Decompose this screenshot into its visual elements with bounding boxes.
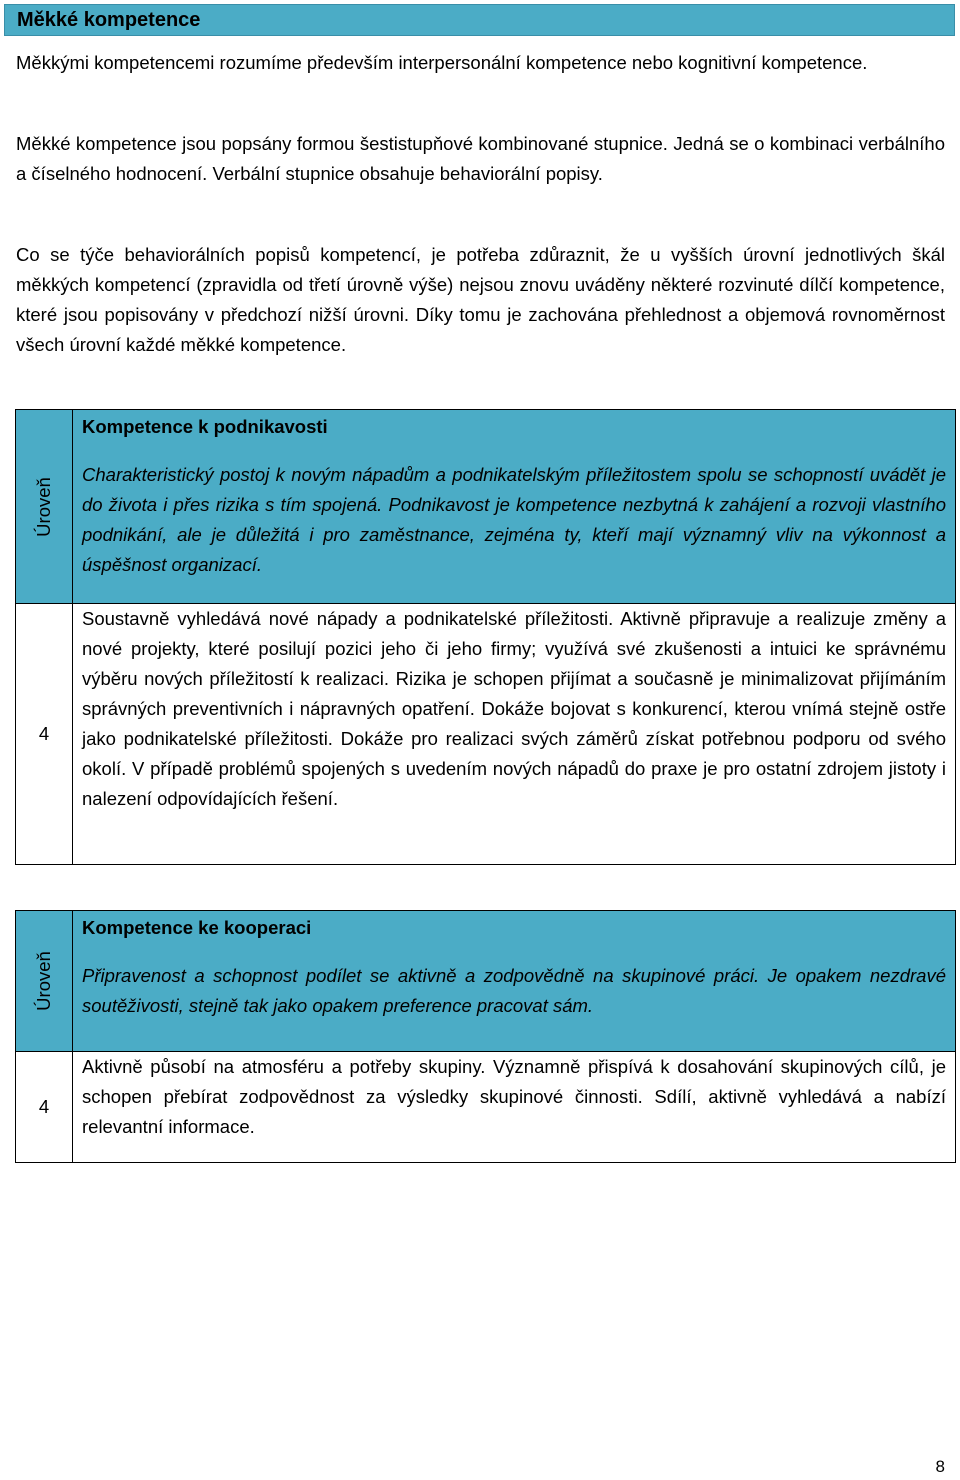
competency-definition: Charakteristický postoj k novým nápadům a podnikatelským příležitostem spolu se schopností uvádět je do života i přes rizika s tím spojená. Podnikavost je kompetence nezbytná k zahájení a rozvoji vlastního podnikání, ale je důležitá i pro zaměstnance, zejména ty, kteří mají významný vliv na výkonnost a úspěšnost organizací. (82, 464, 946, 575)
competency-table-cooperation (15, 910, 956, 1163)
competency-definition: Připravenost a schopnost podílet se aktivně a zodpovědně na skupinové práci. Je opakem nezdravé soutěživosti, stejně tak jako opakem preference pracovat sám. (82, 965, 946, 1016)
competency-header-row (16, 410, 956, 604)
level-description: Soustavně vyhledává nové nápady a podnikatelské příležitosti. Aktivně připravuje a realizuje změny a nové projekty, které posilují pozici jeho či jeho firmy; využívá své zkušenosti a intuici ke správnému výběru nových příležitostí k realizaci. Rizika je schopen přijímat a současně je minimalizovat přijímáním správných preventivních i nápravných opatření. Dokáže bojovat s konkurencí, kterou vnímá stejně ostře jako podnikatelské příležitosti. Dokáže pro realizaci svých záměrů získat potřebnou podporu od svého okolí. V případě problémů spojených s uvedením nových nápadů do praxe je pro ostatní zdrojem jistoty i nalezení odpovídajících řešení. (82, 608, 946, 809)
competency-level-row (16, 1052, 956, 1163)
competency-title: Kompetence k podnikavosti (82, 416, 328, 437)
competency-header-cell (73, 911, 956, 1052)
level-column-label: Úroveň (33, 476, 54, 537)
level-header-cell (16, 911, 73, 1052)
intro-paragraph-1: Měkkými kompetencemi rozumíme především interpersonální kompetence nebo kognitivní kompetence. (16, 52, 868, 73)
level-description: Aktivně působí na atmosféru a potřeby skupiny. Významně přispívá k dosahování skupinových cílů, je schopen přebírat zodpovědnost za výsledky skupinové činnosti. Sdílí, aktivně vyhledává a nabízí relevantní informace. (82, 1056, 946, 1137)
level-description-cell (73, 604, 956, 865)
competency-header-cell (73, 410, 956, 604)
level-number: 4 (16, 1052, 73, 1163)
competency-header-row (16, 911, 956, 1052)
section-heading: Měkké kompetence (4, 4, 955, 36)
page-number: 8 (935, 1457, 945, 1476)
competency-table-entrepreneurship (15, 409, 956, 865)
level-number: 4 (16, 604, 73, 865)
level-header-cell (16, 410, 73, 604)
level-column-label: Úroveň (33, 951, 54, 1011)
intro-paragraph-3: Co se týče behaviorálních popisů kompetencí, je potřeba zdůraznit, že u vyšších úrovní jednotlivých škál měkkých kompetencí (zpravidla od třetí úrovně výše) nejsou znovu uváděny některé rozvinuté dílčí kompetence, které jsou popisovány v předchozí nižší úrovni. Díky tomu je zachována přehlednost a objemová rovnoměrnost všech úrovní každé měkké kompetence. (16, 244, 945, 355)
level-description-cell (73, 1052, 956, 1163)
competency-level-row (16, 604, 956, 865)
intro-paragraph-2: Měkké kompetence jsou popsány formou šestistupňové kombinované stupnice. Jedná se o kombinaci verbálního a číselného hodnocení. Verbální stupnice obsahuje behaviorální popisy. (16, 133, 945, 184)
competency-title: Kompetence ke kooperaci (82, 917, 312, 938)
